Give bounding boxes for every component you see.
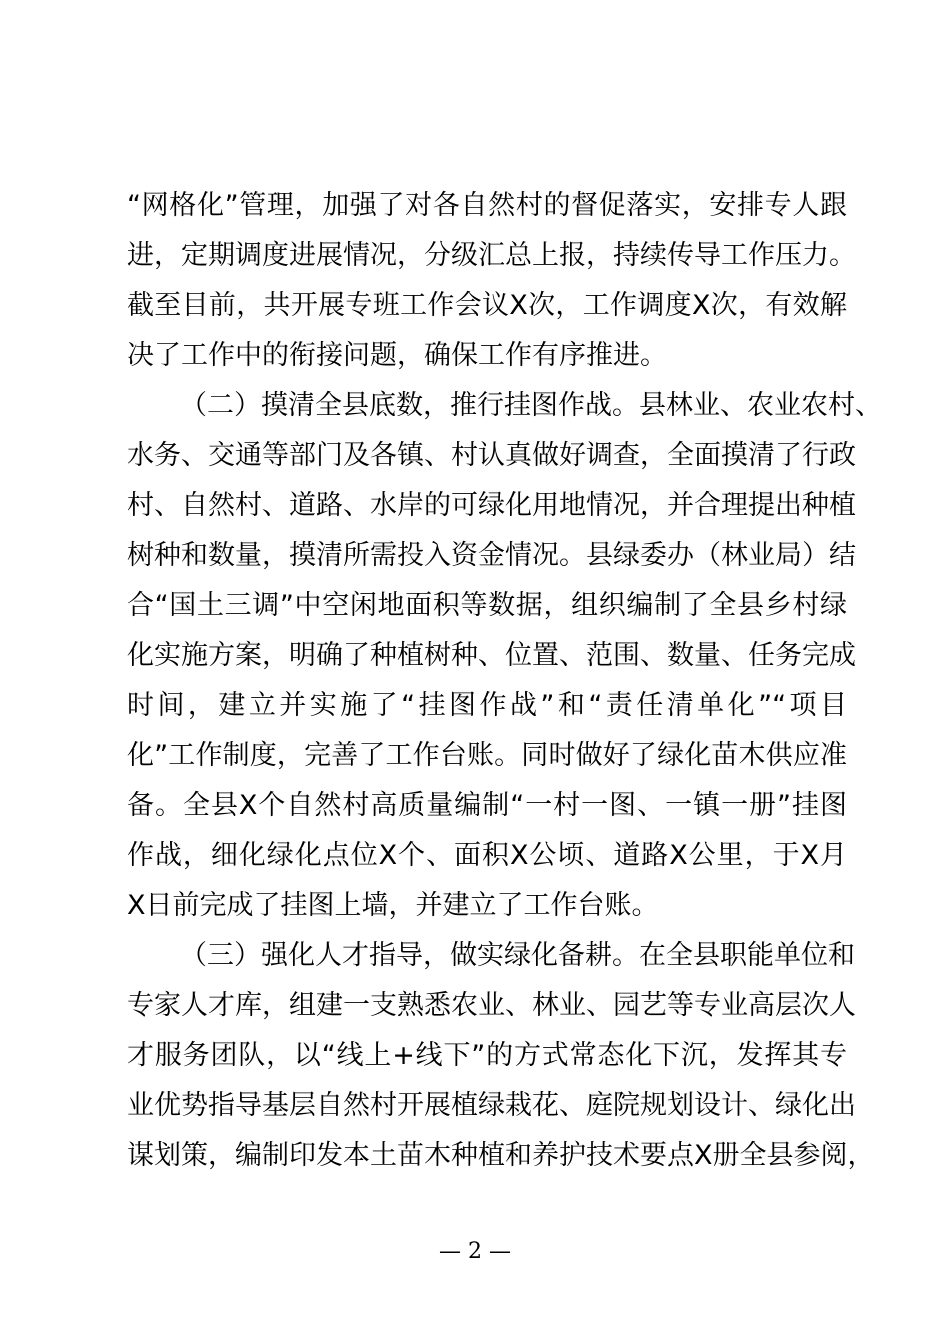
- text-line: 合“国土三调”中空闲地面积等数据，组织编制了全县乡村绿: [127, 590, 847, 621]
- text-line: “网格化”管理，加强了对各自然村的督促落实，安排专人跟: [127, 190, 847, 221]
- text-line: 作战，细化绿化点位X个、面积X公顷、道路X公里，于X月: [127, 840, 847, 871]
- text-line: 备。全县X个自然村高质量编制“一村一图、一镇一册”挂图: [127, 790, 847, 821]
- text-line: 进，定期调度进展情况，分级汇总上报，持续传导工作压力。: [127, 240, 856, 271]
- text-line: 水务、交通等部门及各镇、村认真做好调查，全面摸清了行政: [127, 440, 856, 471]
- text-line: 才服务团队，以“线上+线下”的方式常态化下沉，发挥其专: [127, 1040, 847, 1071]
- text-line: 谋划策，编制印发本土苗木种植和养护技术要点X册全县参阅，: [127, 1140, 875, 1171]
- text-line: 村、自然村、道路、水岸的可绿化用地情况，并合理提出种植: [127, 490, 856, 521]
- paragraph-heading-line: （二）摸清全县底数，推行挂图作战。县林业、农业农村、: [180, 390, 882, 421]
- text-line: 业优势指导基层自然村开展植绿栽花、庭院规划设计、绿化出: [127, 1090, 856, 1121]
- text-line: 决了工作中的衔接问题，确保工作有序推进。: [127, 340, 667, 371]
- page-number: — 2 —: [439, 1239, 511, 1264]
- text-line: 截至目前，共开展专班工作会议X次，工作调度X次，有效解: [127, 290, 847, 321]
- text-line: 化”工作制度，完善了工作台账。同时做好了绿化苗木供应准: [127, 740, 847, 771]
- text-line: 树种和数量，摸清所需投入资金情况。县绿委办（林业局）结: [127, 540, 856, 571]
- text-line: X日前完成了挂图上墙，并建立了工作台账。: [127, 890, 659, 921]
- text-line: 化实施方案，明确了种植树种、位置、范围、数量、任务完成: [127, 640, 856, 671]
- paragraph-heading-line: （三）强化人才指导，做实绿化备耕。在全县职能单位和: [180, 940, 855, 971]
- text-line: 专家人才库，组建一支熟悉农业、林业、园艺等专业高层次人: [127, 990, 856, 1021]
- text-line: 时间，建立并实施了“挂图作战”和“责任清单化”“项目: [127, 690, 847, 721]
